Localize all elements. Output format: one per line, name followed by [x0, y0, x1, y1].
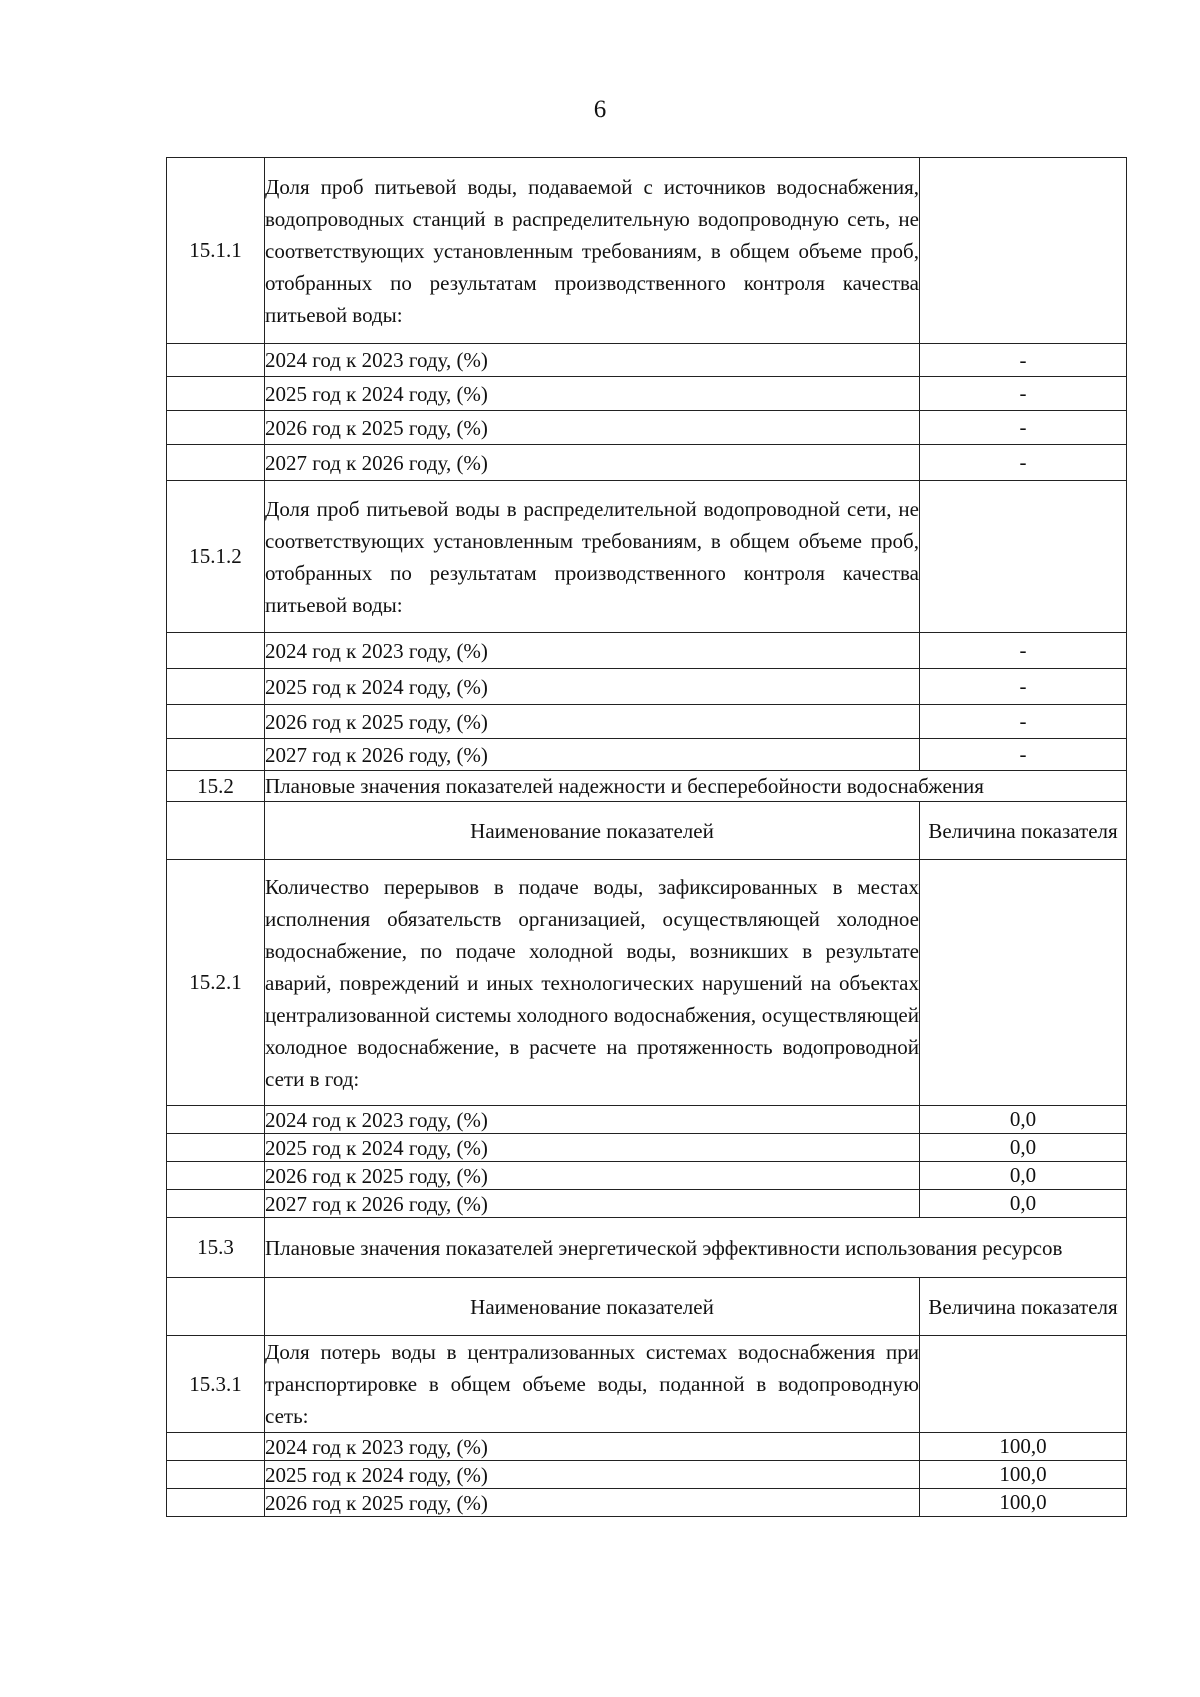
- year-row-number-empty: [167, 377, 265, 411]
- year-row-number-empty: [167, 1461, 265, 1489]
- indicator-number: 15.2.1: [167, 860, 265, 1106]
- year-row-number-empty: [167, 669, 265, 705]
- indicator-row: [167, 860, 1127, 1106]
- section-title: Плановые значения показателей надежности и бесперебойности водоснабжения: [265, 771, 1127, 802]
- column-header-row: [167, 1278, 1127, 1336]
- section-number: 15.2: [167, 771, 265, 802]
- column-header-number-empty: [167, 802, 265, 860]
- indicator-value-empty: [920, 1336, 1127, 1433]
- year-row: [167, 344, 1127, 377]
- year-row-label: 2025 год к 2024 году, (%): [265, 377, 920, 411]
- year-row-label: 2024 год к 2023 году, (%): [265, 1106, 920, 1134]
- year-row-value: 0,0: [920, 1134, 1127, 1162]
- year-row: [167, 411, 1127, 445]
- year-row-label: 2025 год к 2024 году, (%): [265, 669, 920, 705]
- indicator-number: 15.3.1: [167, 1336, 265, 1433]
- year-row-number-empty: [167, 705, 265, 739]
- year-row-label: 2026 год к 2025 году, (%): [265, 1489, 920, 1517]
- indicator-description: Количество перерывов в подаче воды, зафиксированных в местах исполнения обязательств организацией, осуществляющей холодное водоснабжение, по подаче холодной воды, возникших в результате аварий, повреждений и иных технологических нарушений на объектах централизованной системы холодного водоснабжения, осуществляющей холодное водоснабжение, в расчете на протяженность водопроводной сети в год:: [265, 860, 920, 1106]
- year-row: [167, 705, 1127, 739]
- year-row: [167, 1190, 1127, 1218]
- year-row-label: 2025 год к 2024 году, (%): [265, 1461, 920, 1489]
- column-header-value: Величина показателя: [920, 1278, 1127, 1336]
- year-row-value: -: [920, 669, 1127, 705]
- indicator-number: 15.1.1: [167, 158, 265, 344]
- year-row: [167, 1433, 1127, 1461]
- year-row: [167, 633, 1127, 669]
- year-row-value: -: [920, 705, 1127, 739]
- year-row-label: 2024 год к 2023 году, (%): [265, 344, 920, 377]
- year-row-number-empty: [167, 1433, 265, 1461]
- section-row: [167, 771, 1127, 802]
- page-number: 6: [593, 96, 607, 123]
- year-row-label: 2025 год к 2024 году, (%): [265, 1134, 920, 1162]
- year-row-number-empty: [167, 1489, 265, 1517]
- year-row: [167, 739, 1127, 771]
- indicators-table: [166, 157, 1127, 1517]
- year-row-label: 2027 год к 2026 году, (%): [265, 739, 920, 771]
- year-row: [167, 1489, 1127, 1517]
- column-header-name: Наименование показателей: [265, 802, 920, 860]
- indicators-table-body: [167, 158, 1127, 1517]
- year-row-value: -: [920, 633, 1127, 669]
- year-row: [167, 1106, 1127, 1134]
- year-row-number-empty: [167, 739, 265, 771]
- year-row-number-empty: [167, 445, 265, 481]
- indicator-description: Доля проб питьевой воды в распределительной водопроводной сети, не соответствующих установленным требованиям, в общем объеме проб, отобранных по результатам производственного контроля качества питьевой воды:: [265, 481, 920, 633]
- year-row-value: 100,0: [920, 1461, 1127, 1489]
- year-row-value: 100,0: [920, 1489, 1127, 1517]
- year-row-value: 0,0: [920, 1106, 1127, 1134]
- year-row-value: -: [920, 377, 1127, 411]
- year-row-label: 2027 год к 2026 году, (%): [265, 1190, 920, 1218]
- year-row-number-empty: [167, 1106, 265, 1134]
- year-row: [167, 669, 1127, 705]
- indicator-number: 15.1.2: [167, 481, 265, 633]
- year-row-value: -: [920, 445, 1127, 481]
- year-row: [167, 445, 1127, 481]
- section-number: 15.3: [167, 1218, 265, 1278]
- year-row-label: 2027 год к 2026 году, (%): [265, 445, 920, 481]
- column-header-number-empty: [167, 1278, 265, 1336]
- year-row-label: 2026 год к 2025 году, (%): [265, 705, 920, 739]
- indicator-description: Доля потерь воды в централизованных системах водоснабжения при транспортировке в общем объеме воды, поданной в водопроводную сеть:: [265, 1336, 920, 1433]
- year-row-number-empty: [167, 1190, 265, 1218]
- year-row-value: -: [920, 739, 1127, 771]
- section-row: [167, 1218, 1127, 1278]
- year-row-label: 2026 год к 2025 году, (%): [265, 411, 920, 445]
- year-row-label: 2024 год к 2023 году, (%): [265, 1433, 920, 1461]
- indicator-value-empty: [920, 481, 1127, 633]
- year-row-label: 2026 год к 2025 году, (%): [265, 1162, 920, 1190]
- year-row-value: -: [920, 411, 1127, 445]
- column-header-row: [167, 802, 1127, 860]
- year-row-number-empty: [167, 1134, 265, 1162]
- year-row-value: 0,0: [920, 1162, 1127, 1190]
- indicator-row: [167, 481, 1127, 633]
- indicator-value-empty: [920, 860, 1127, 1106]
- indicator-row: [167, 1336, 1127, 1433]
- year-row-label: 2024 год к 2023 году, (%): [265, 633, 920, 669]
- year-row-number-empty: [167, 633, 265, 669]
- year-row-number-empty: [167, 1162, 265, 1190]
- year-row-number-empty: [167, 344, 265, 377]
- year-row-value: -: [920, 344, 1127, 377]
- indicator-description: Доля проб питьевой воды, подаваемой с источников водоснабжения, водопроводных станций в распределительную водопроводную сеть, не соответствующих установленным требованиям, в общем объеме проб, отобранных по результатам производственного контроля качества питьевой воды:: [265, 158, 920, 344]
- year-row: [167, 1461, 1127, 1489]
- column-header-name: Наименование показателей: [265, 1278, 920, 1336]
- year-row: [167, 377, 1127, 411]
- year-row: [167, 1134, 1127, 1162]
- year-row: [167, 1162, 1127, 1190]
- indicator-row: [167, 158, 1127, 344]
- indicator-value-empty: [920, 158, 1127, 344]
- year-row-value: 100,0: [920, 1433, 1127, 1461]
- column-header-value: Величина показателя: [920, 802, 1127, 860]
- year-row-value: 0,0: [920, 1190, 1127, 1218]
- section-title: Плановые значения показателей энергетической эффективности использования ресурсов: [265, 1218, 1127, 1278]
- year-row-number-empty: [167, 411, 265, 445]
